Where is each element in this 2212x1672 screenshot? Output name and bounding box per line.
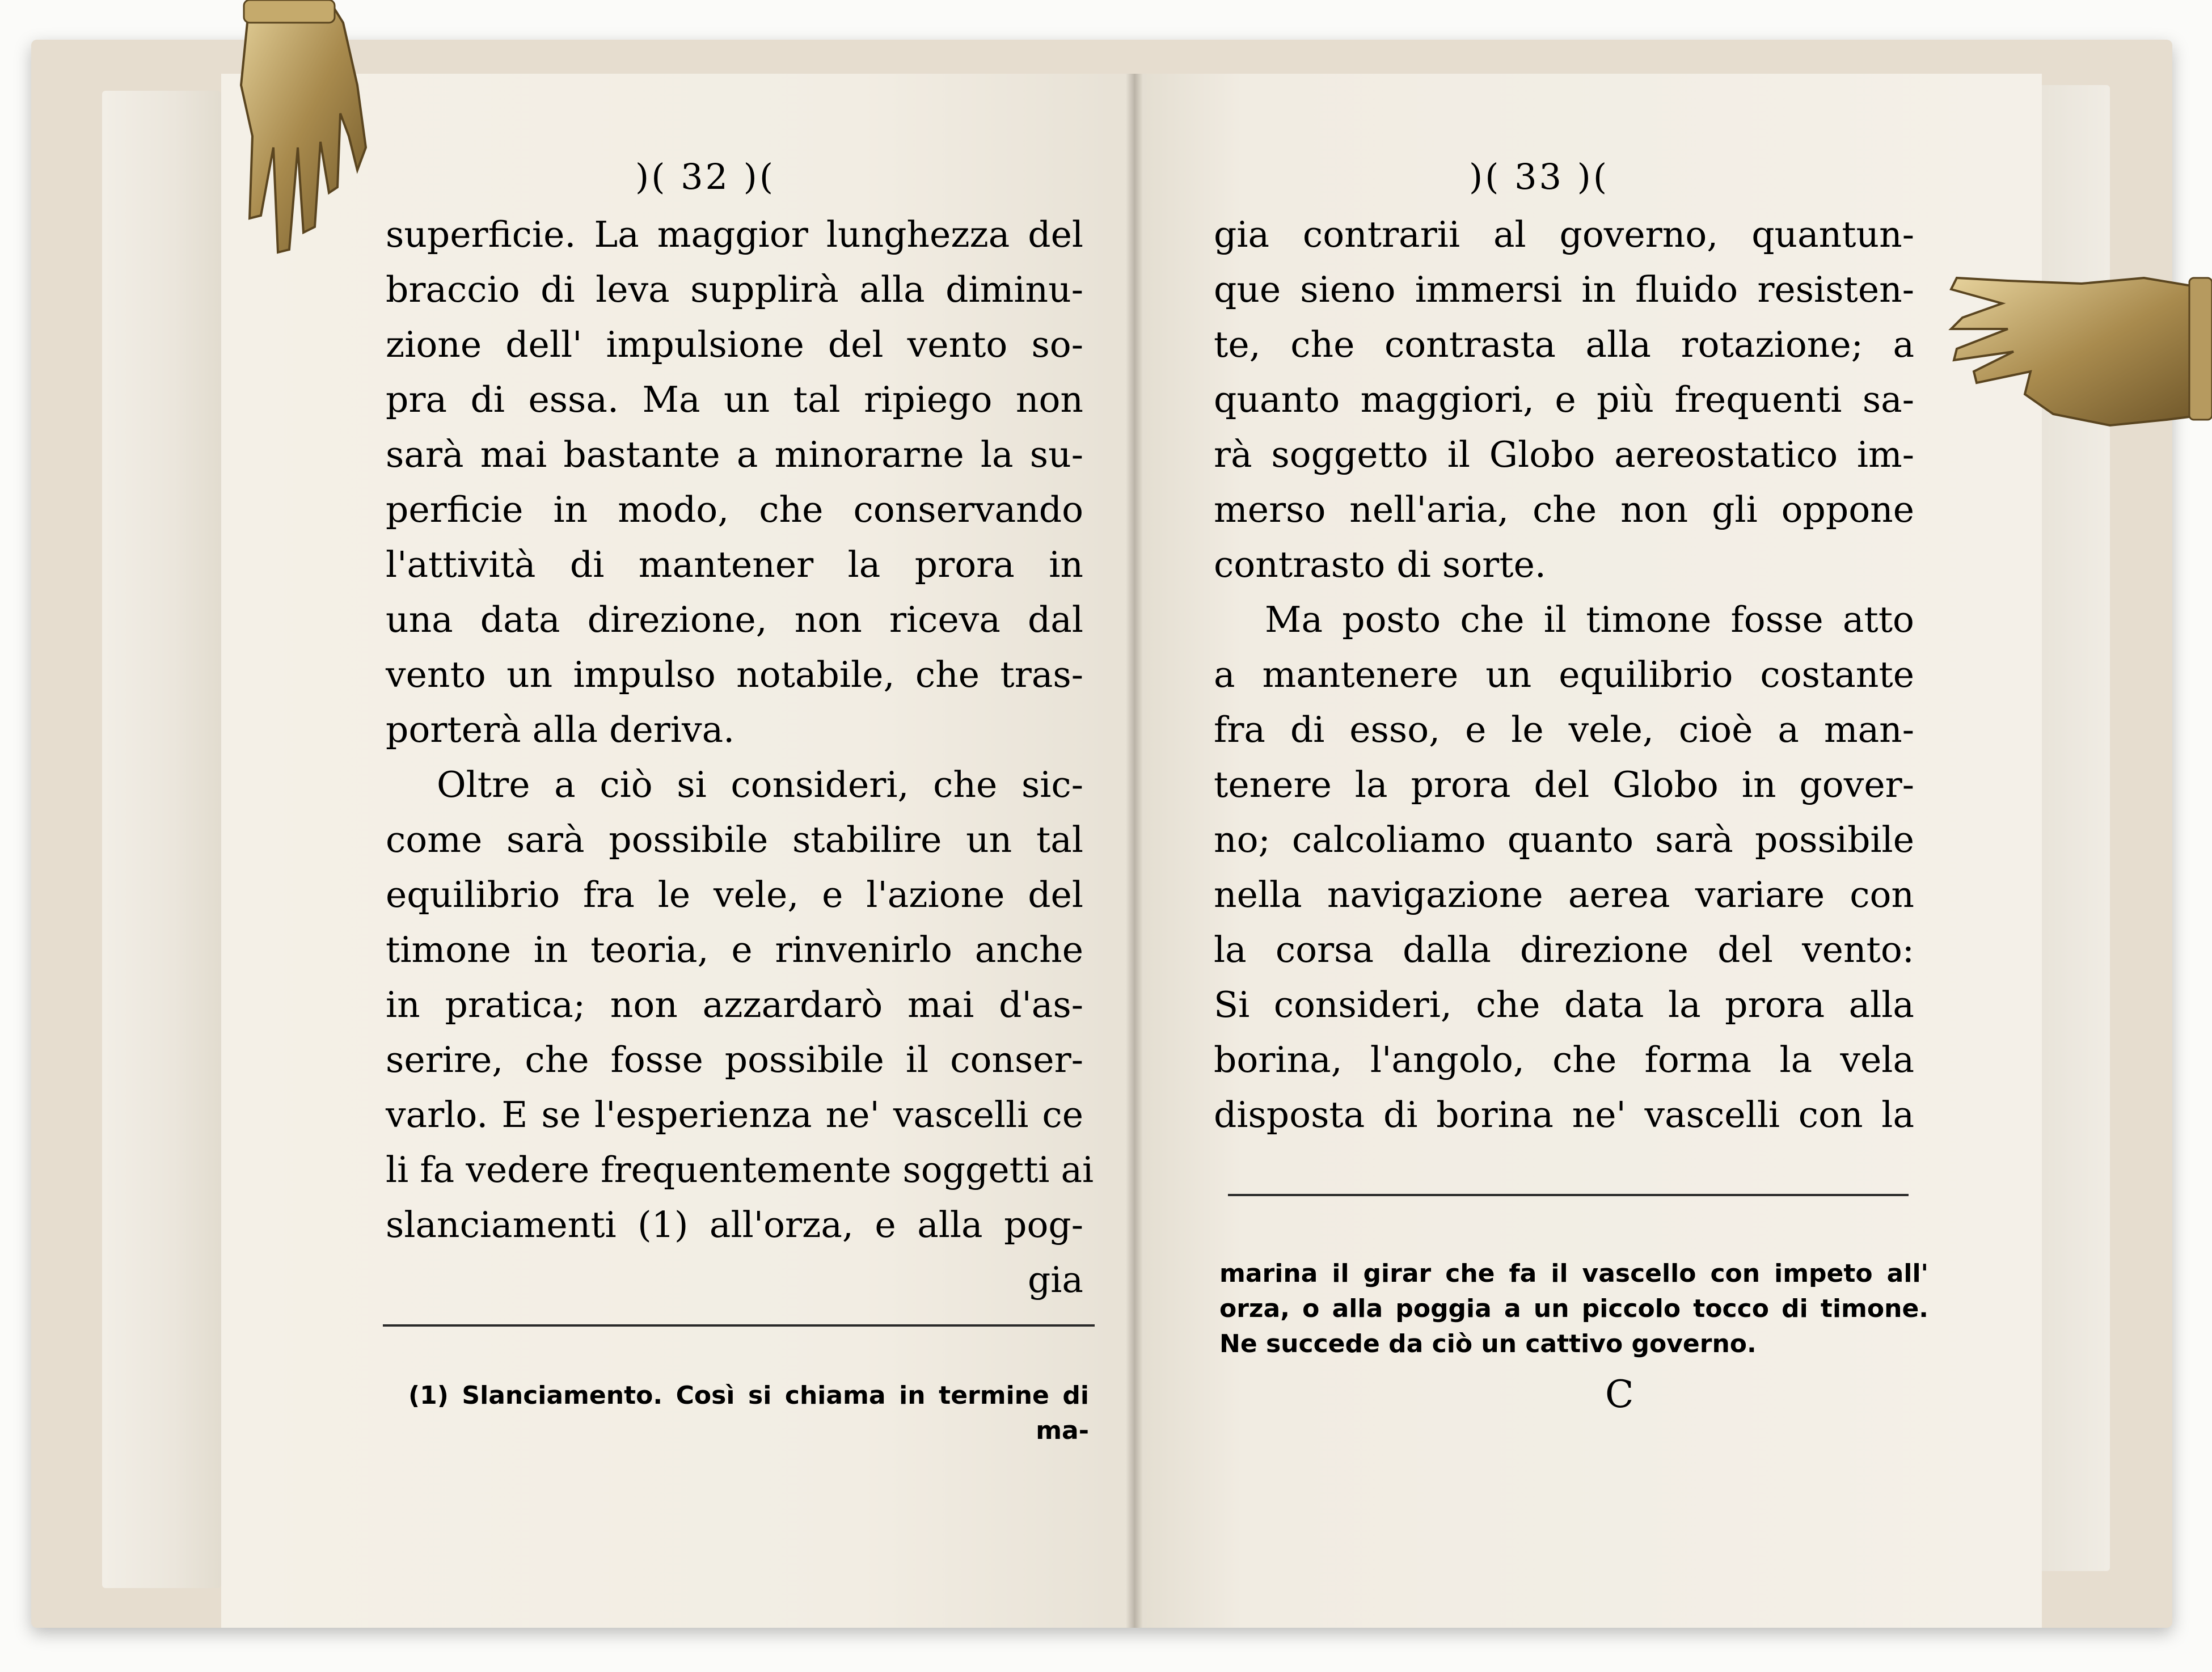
text-line: fra di esso, e le vele, cioè a man- [1214, 709, 1914, 750]
text-line: que sieno immersi in fluido resisten- [1214, 269, 1914, 310]
text-line: sarà mai bastante a minorarne la su- [386, 434, 1083, 475]
text-line: Ma posto che il timone fosse atto [1265, 599, 1914, 640]
text-line: slanciamenti (1) all'orza, e alla pog- [386, 1204, 1083, 1245]
text-line: una data direzione, non riceva dal [386, 599, 1083, 640]
text-line: rà soggetto il Globo aereostatico im- [1214, 434, 1914, 475]
footnote-line: marina il girar che fa il vascello con impeto all' [1219, 1259, 1928, 1288]
footnote-line: ma- [1036, 1416, 1089, 1445]
left-page-text [386, 207, 1094, 1307]
text-line: borina, l'angolo, che forma la vela [1214, 1039, 1914, 1080]
text-line: nella navigazione aerea variare con [1214, 874, 1914, 915]
signature-mark: C [1605, 1373, 1634, 1416]
brass-hand-weight-icon [1940, 244, 2212, 454]
text-line: tenere la prora del Globo in gover- [1214, 764, 1914, 805]
text-line: pra di essa. Ma un tal ripiego non [386, 379, 1083, 420]
page-edges-left [102, 91, 221, 1588]
text-line: contrasto di sorte. [1214, 544, 1546, 585]
text-line: no; calcoliamo quanto sarà possibile [1214, 819, 1914, 860]
right-footnote [1219, 1256, 1928, 1362]
text-line: l'attività di mantener la prora in [386, 544, 1083, 585]
text-line: timone in teoria, e rinvenirlo anche [386, 929, 1083, 970]
text-line: quanto maggiori, e più frequenti sa- [1214, 379, 1914, 420]
text-line: merso nell'aria, che non gli oppone [1214, 489, 1914, 530]
text-line: equilibrio fra le vele, e l'azione del [386, 874, 1083, 915]
text-line: varlo. E se l'esperienza ne' vascelli ce [386, 1094, 1083, 1135]
text-line: Si consideri, che data la prora alla [1214, 984, 1914, 1025]
text-line: come sarà possibile stabilire un tal [386, 819, 1083, 860]
footnote-line: Ne succede da ciò un cattivo governo. [1219, 1329, 1757, 1358]
text-line: braccio di leva supplirà alla diminu- [386, 269, 1083, 310]
text-line: serire, che fosse possibile il conser- [386, 1039, 1083, 1080]
left-footnote [408, 1378, 1089, 1449]
text-line: la corsa dalla direzione del vento: [1214, 929, 1914, 970]
page-number-32: )( 32 )( [635, 156, 776, 197]
text-line: perficie in modo, che conservando [386, 489, 1083, 530]
text-line: a mantenere un equilibrio costante [1214, 654, 1914, 695]
footnote-rule [383, 1324, 1095, 1327]
page-number-33: )( 33 )( [1469, 156, 1610, 197]
book-gutter [1126, 74, 1143, 1628]
text-line: gia contrarii al governo, quantun- [1214, 214, 1914, 255]
text-line: in pratica; non azzardarò mai d'as- [386, 984, 1083, 1025]
footnote-rule [1228, 1194, 1909, 1196]
text-line: li fa vedere frequentemente soggetti ai [386, 1149, 1094, 1190]
text-line: Oltre a ciò si consideri, che sic- [437, 764, 1083, 805]
footnote-line: (1) Slanciamento. Così si chiama in termine di [408, 1381, 1089, 1410]
footnote-line: orza, o alla poggia a un piccolo tocco di timone. [1219, 1294, 1928, 1323]
text-line: vento un impulso notabile, che tras- [386, 654, 1083, 695]
brass-hand-weight-icon [187, 0, 391, 267]
text-line: porterà alla deriva. [386, 709, 735, 750]
right-page-text [1214, 207, 1914, 1142]
catchword: gia [1027, 1259, 1083, 1301]
text-line: te, che contrasta alla rotazione; a [1214, 324, 1914, 365]
text-line: zione dell' impulsione del vento so- [386, 324, 1083, 365]
text-line: disposta di borina ne' vascelli con la [1214, 1094, 1914, 1135]
text-line: superficie. La maggior lunghezza del [386, 214, 1083, 255]
